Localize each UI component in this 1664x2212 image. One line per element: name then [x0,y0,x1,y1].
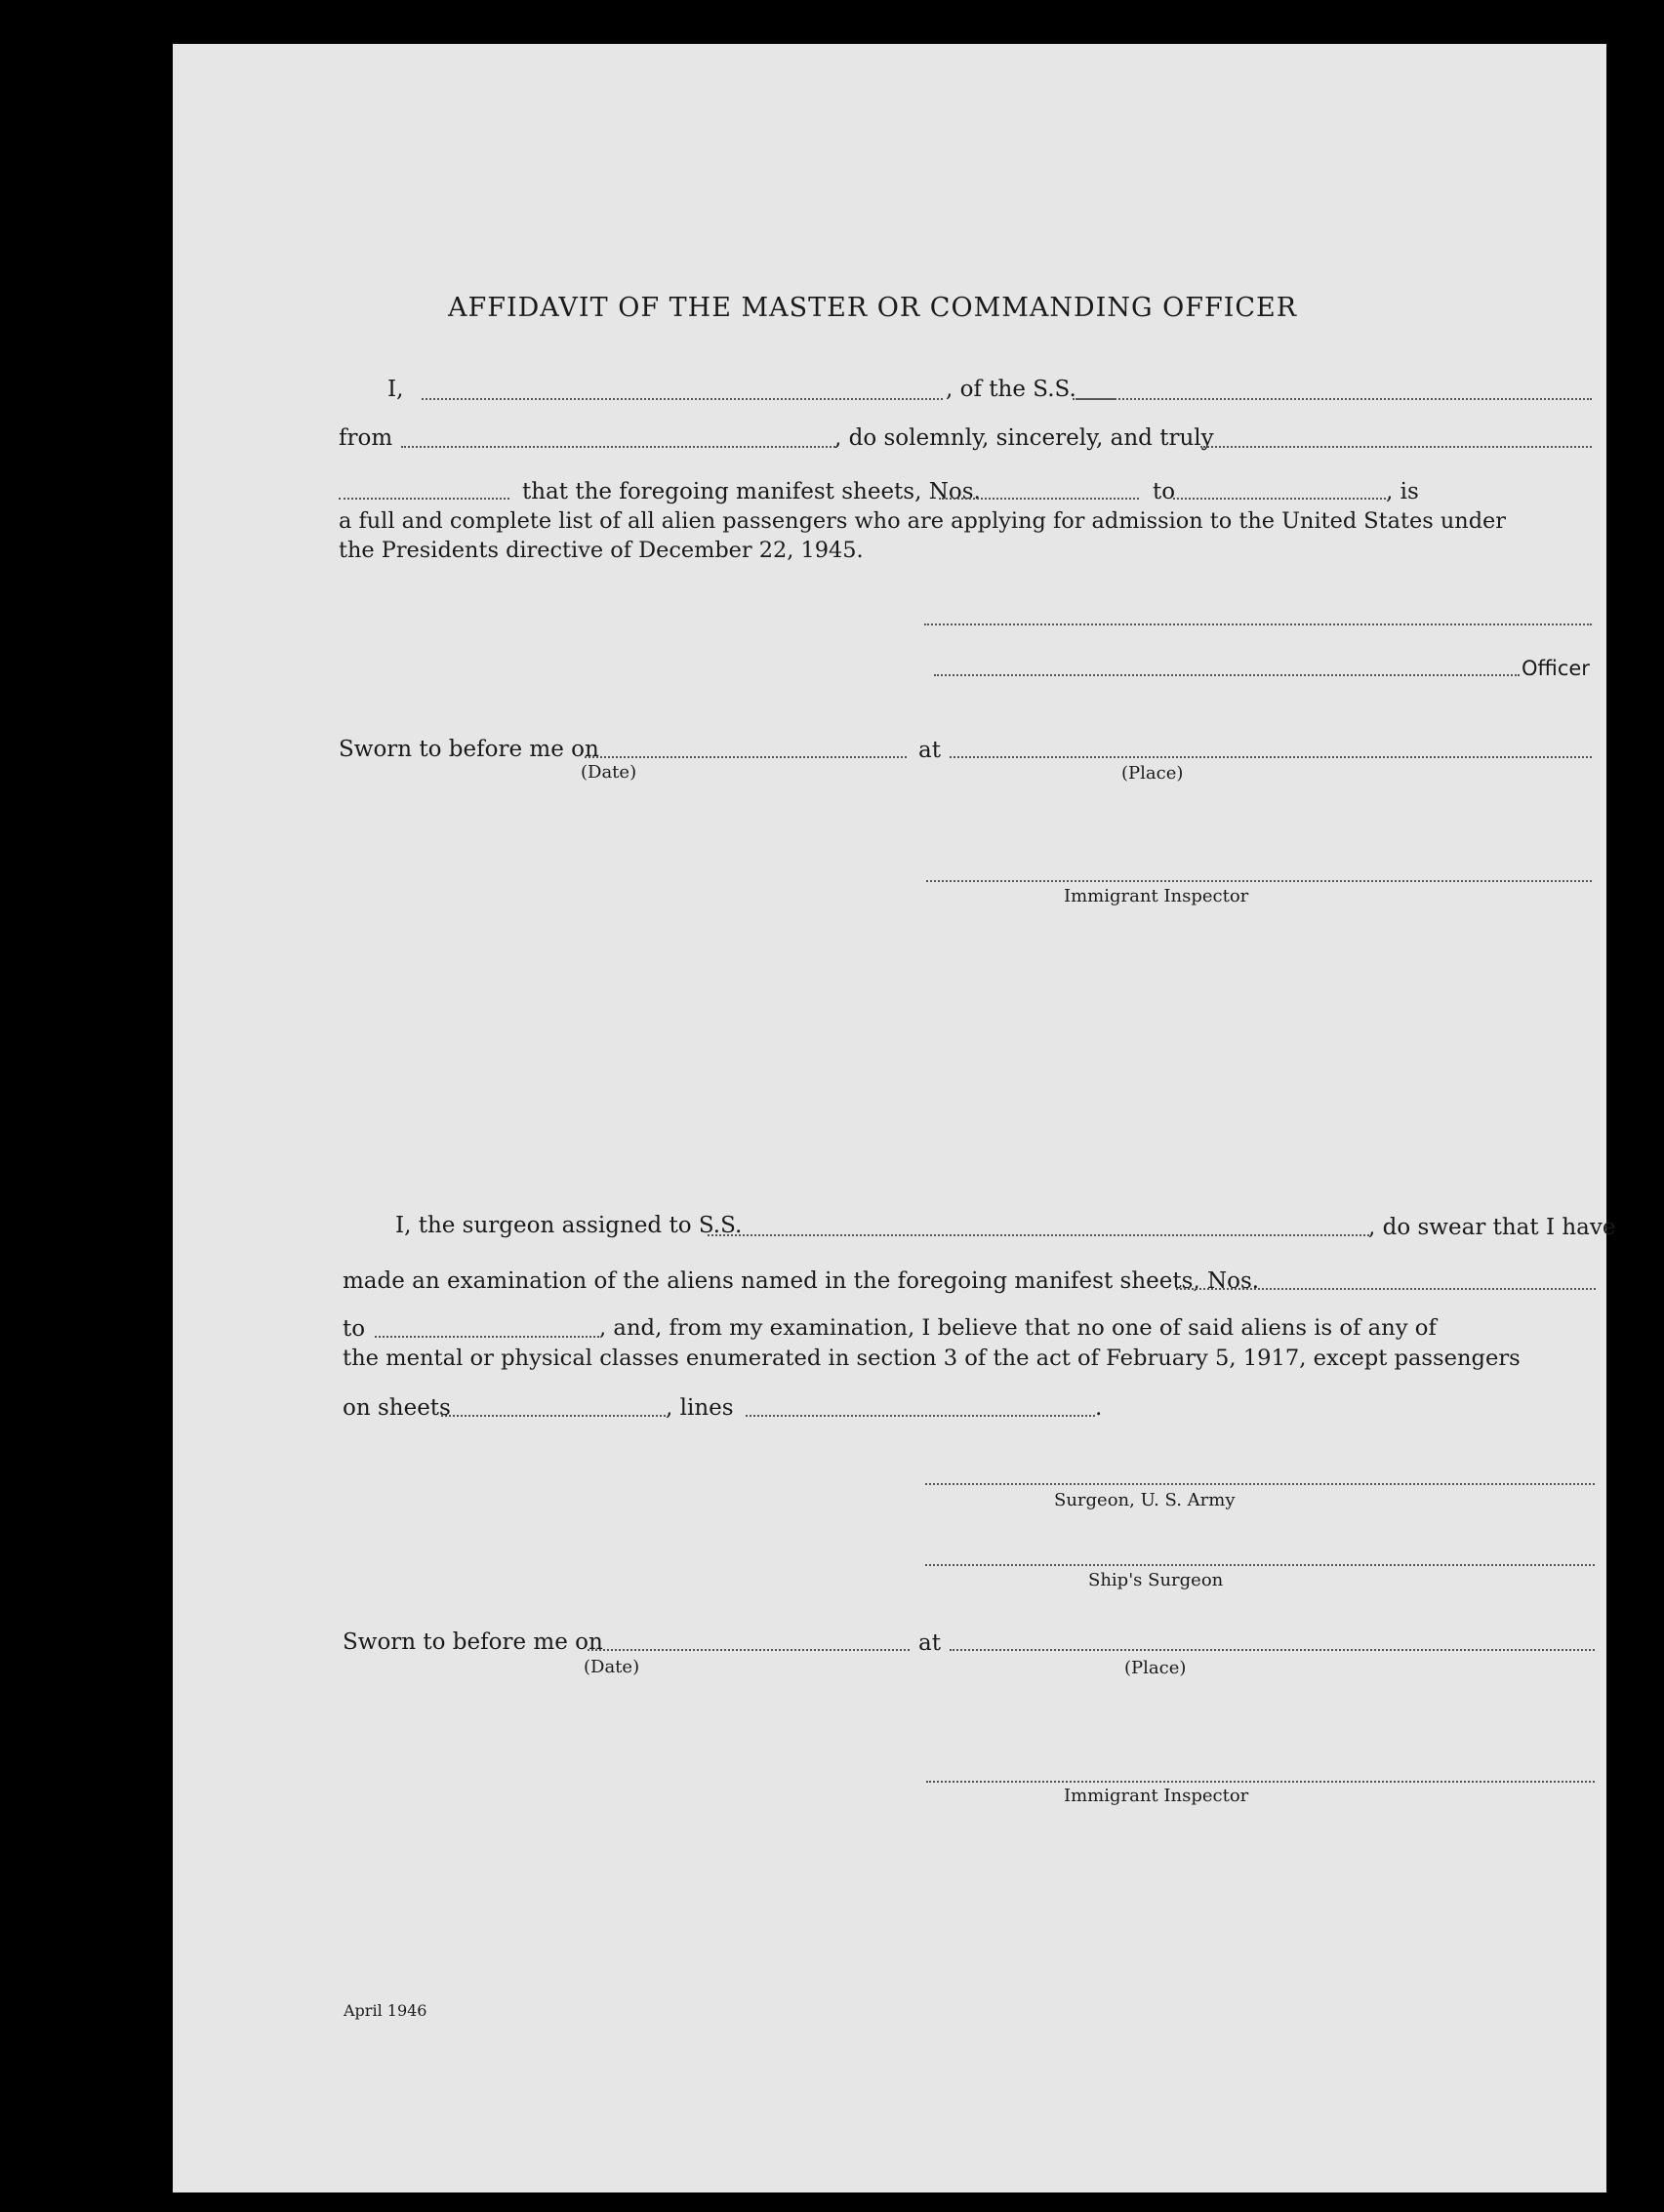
master-solemnly-label: , do solemnly, sincerely, and truly [834,425,1214,451]
master-date-caption: (Date) [581,762,637,783]
surgeon-sheets-field[interactable] [441,1415,666,1417]
form-date: April 1946 [344,2001,427,2020]
army-surgeon-signature-field[interactable] [925,1483,1595,1485]
master-ship-label: , of the S.S. [946,377,1076,402]
surgeon-nos-from-field[interactable] [1176,1288,1596,1290]
surgeon-nos-to-field[interactable] [375,1336,599,1338]
surgeon-period: . [1095,1395,1103,1421]
surgeon-inspector-label: Immigrant Inspector [1064,1786,1249,1806]
affidavit-page [173,44,1616,2192]
master-affirm-field[interactable] [339,498,509,500]
surgeon-sheets-label: on sheets [343,1395,451,1421]
surgeon-intro-label: I, the surgeon assigned to S.S. [395,1213,743,1238]
surgeon-to-label: to [343,1316,366,1342]
master-ship-field[interactable] [1073,398,1592,400]
master-sworn-date-field[interactable] [585,756,907,758]
master-is-label: , is [1386,479,1419,504]
master-to-label: to [1153,479,1176,504]
surgeon-text-line: the mental or physical classes enumerated in section 3 of the act of February 5, 1917, except passengers [343,1346,1521,1371]
master-text-line: a full and complete list of all alien passengers who are applying for admission to the United States under [339,508,1506,534]
master-nos-from-field[interactable] [939,498,1139,500]
ships-surgeon-signature-field[interactable] [925,1564,1595,1566]
master-i-label: I, [387,377,404,402]
master-text-line: the Presidents directive of December 22, 1945. [339,538,864,563]
ships-surgeon-label: Ship's Surgeon [1088,1570,1224,1590]
surgeon-text-line: , and, from my examination, I believe that no one of said aliens is of any of [599,1315,1437,1341]
surgeon-swear-label: , do swear that I have [1368,1215,1616,1240]
surgeon-exam-label: made an examination of the aliens named in the foregoing manifest sheets, Nos. [343,1268,1260,1294]
surgeon-ship-field[interactable] [708,1234,1369,1236]
army-surgeon-label: Surgeon, U. S. Army [1054,1490,1236,1510]
master-oath-field[interactable] [1200,446,1592,448]
master-at-label: at [918,738,941,763]
surgeon-inspector-signature-field[interactable] [926,1781,1595,1783]
master-sheets-label: that the foregoing manifest sheets, Nos. [522,479,981,504]
master-sworn-label: Sworn to before me on [339,737,599,762]
surgeon-at-label: at [918,1630,941,1656]
surgeon-sworn-place-field[interactable] [950,1649,1595,1651]
surgeon-lines-label: , lines [666,1395,734,1421]
master-signature-field[interactable] [924,623,1592,625]
surgeon-lines-field[interactable] [746,1415,1095,1417]
surgeon-date-caption: (Date) [584,1657,640,1677]
master-from-label: from [339,425,393,451]
master-place-caption: (Place) [1121,763,1184,784]
master-inspector-signature-field[interactable] [926,880,1592,882]
master-sworn-place-field[interactable] [950,756,1592,758]
officer-signature-field[interactable] [934,674,1520,676]
surgeon-place-caption: (Place) [1124,1658,1187,1678]
master-from-field[interactable] [401,446,835,448]
surgeon-sworn-label: Sworn to before me on [343,1629,603,1655]
master-nos-to-field[interactable] [1173,498,1386,500]
surgeon-sworn-date-field[interactable] [588,1649,910,1651]
master-inspector-label: Immigrant Inspector [1064,886,1249,906]
officer-label: Officer [1522,657,1590,680]
page-title: AFFIDAVIT OF THE MASTER OR COMMANDING OFFICER [448,293,1298,323]
